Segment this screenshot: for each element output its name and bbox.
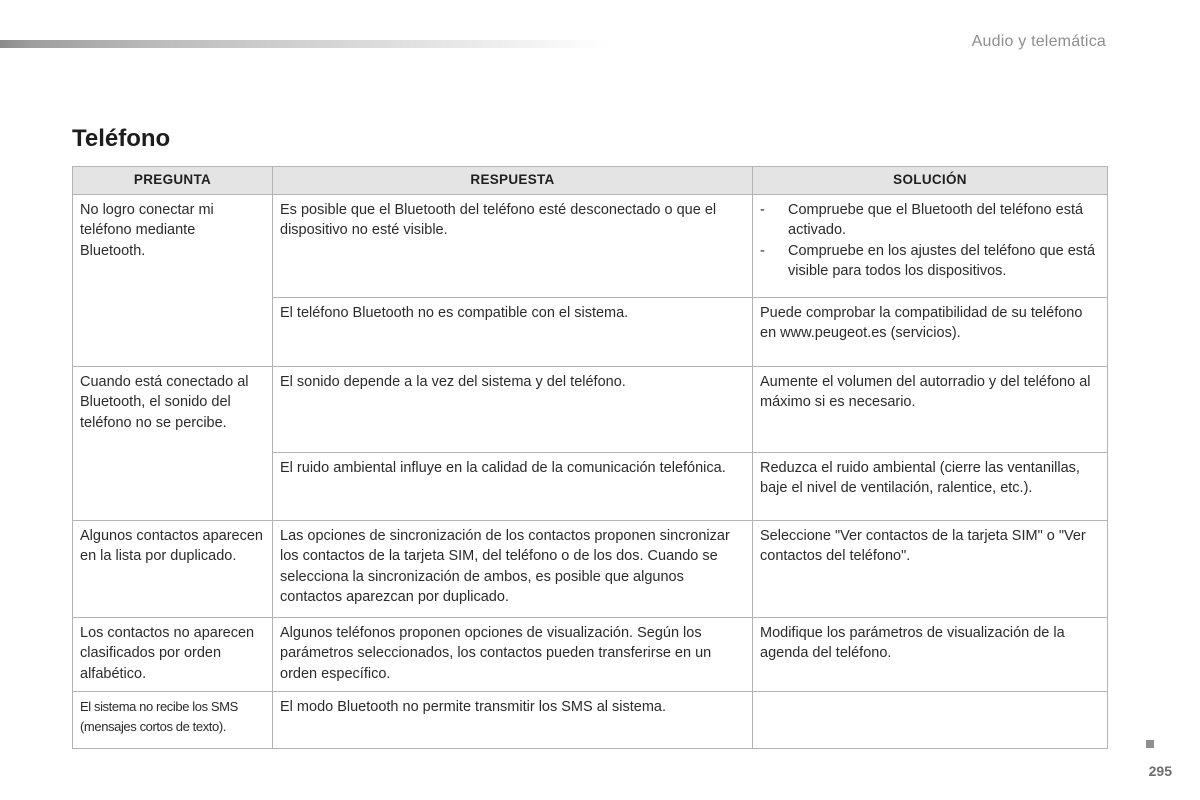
- column-header-solution: SOLUCIÓN: [753, 167, 1108, 195]
- corner-square-marker: [1146, 740, 1154, 748]
- answer-cell: El ruido ambiental influye en la calidad de la comunicación telefónica.: [273, 453, 753, 521]
- troubleshooting-table: [72, 166, 1108, 749]
- table-row: [73, 195, 1108, 298]
- answer-cell: Las opciones de sincronización de los contactos proponen sincronizar los contactos de la tarjeta SIM, del teléfono o de los dos. Cuando se selecciona la sincronización de ambos, es posible que algunos contactos aparezcan por duplicado.: [273, 521, 753, 618]
- table-header-row: [73, 167, 1108, 195]
- table-row: [73, 618, 1108, 692]
- answer-cell: El teléfono Bluetooth no es compatible con el sistema.: [273, 298, 753, 367]
- column-header-question: PREGUNTA: [73, 167, 273, 195]
- answer-cell: Es posible que el Bluetooth del teléfono esté desconectado o que el dispositivo no esté visible.: [273, 195, 753, 298]
- solution-list-item: - Compruebe que el Bluetooth del teléfono está activado.: [760, 202, 1084, 239]
- solution-list-item: - Compruebe en los ajustes del teléfono que está visible para todos los dispositivos.: [760, 242, 1096, 279]
- solution-cell: Puede comprobar la compatibilidad de su teléfono en www.peugeot.es (servicios).: [753, 298, 1108, 367]
- solution-cell: Reduzca el ruido ambiental (cierre las ventanillas, baje el nivel de ventilación, ralentice, etc.).: [753, 453, 1108, 521]
- table-row: [73, 521, 1108, 618]
- table-row: [73, 367, 1108, 453]
- solution-cell: Seleccione "Ver contactos de la tarjeta SIM" o "Ver contactos del teléfono".: [753, 521, 1108, 618]
- dash-bullet: -: [760, 202, 765, 218]
- solution-list: [760, 200, 1099, 281]
- solution-cell: [753, 195, 1108, 298]
- column-header-answer: RESPUESTA: [273, 167, 753, 195]
- header-gradient-bar: [0, 40, 610, 48]
- question-cell: Cuando está conectado al Bluetooth, el sonido del teléfono no se percibe.: [73, 367, 273, 521]
- page-title: Teléfono: [72, 125, 171, 152]
- question-cell: No logro conectar mi teléfono mediante Bluetooth.: [73, 195, 273, 367]
- solution-cell: Aumente el volumen del autorradio y del teléfono al máximo si es necesario.: [753, 367, 1108, 453]
- page-number: 295: [1148, 763, 1172, 779]
- question-cell: Los contactos no aparecen clasificados por orden alfabético.: [73, 618, 273, 692]
- question-cell: Algunos contactos aparecen en la lista por duplicado.: [73, 521, 273, 618]
- answer-cell: El modo Bluetooth no permite transmitir los SMS al sistema.: [273, 692, 753, 749]
- table-row: [73, 692, 1108, 749]
- dash-bullet: -: [760, 242, 765, 259]
- section-label: Audio y telemática: [971, 33, 1106, 50]
- question-cell: El sistema no recibe los SMS (mensajes cortos de texto).: [73, 692, 273, 749]
- solution-cell: [753, 692, 1108, 749]
- answer-cell: Algunos teléfonos proponen opciones de visualización. Según los parámetros seleccionados, los contactos pueden transferirse en un orden específico.: [273, 618, 753, 692]
- answer-cell: El sonido depende a la vez del sistema y del teléfono.: [273, 367, 753, 453]
- solution-cell: Modifique los parámetros de visualización de la agenda del teléfono.: [753, 618, 1108, 692]
